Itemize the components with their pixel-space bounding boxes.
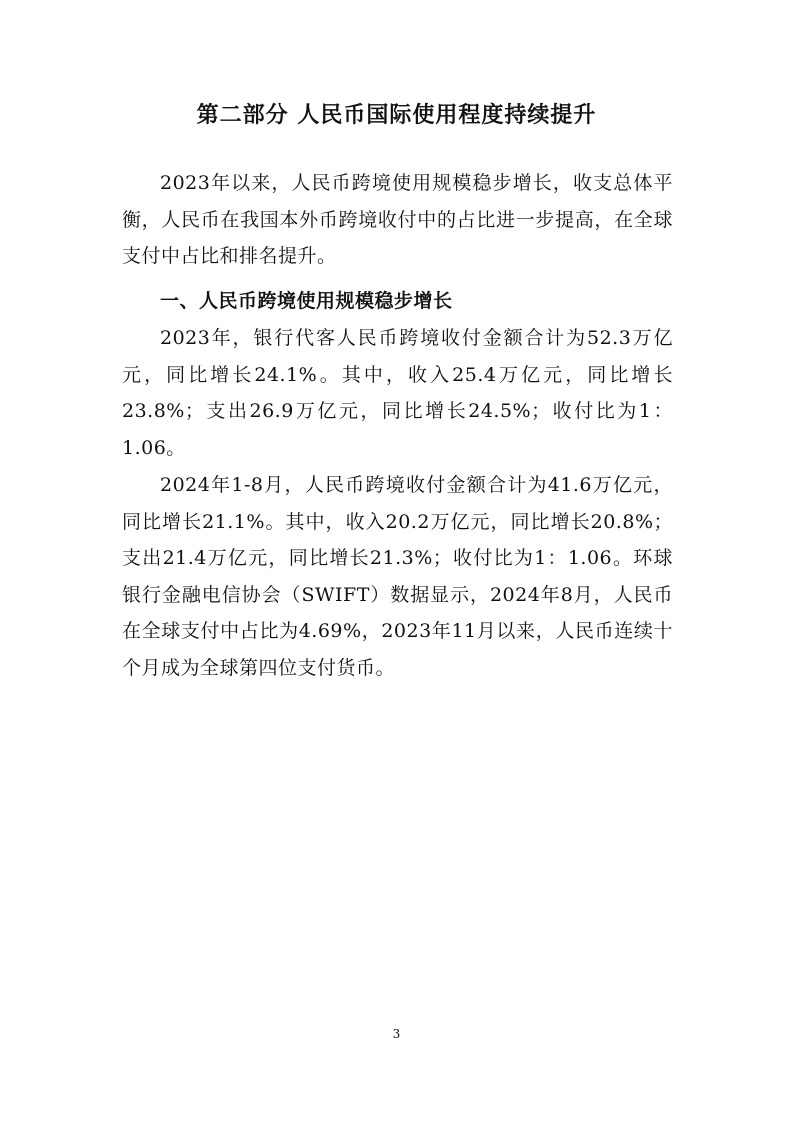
section-heading: 一、人民币跨境使用规模稳步增长 <box>160 290 453 312</box>
paragraph-2024-statistics: 2024年1-8月，人民币跨境收付金额合计为41.6万亿元，同比增长21.1%。其中，收入20.2万亿元，同比增长20.8%；支出21.4万亿元，同比增长21.3%；收付比为1：1.06。环球银行金融电信协会（SWIFT）数据显示，2024年8月，人民币在全球支付中占比为4.69%，2023年11月以来，人民币连续十个月成为全球第四位支付货币。 <box>122 474 673 679</box>
page-number: 3 <box>392 1027 401 1041</box>
intro-paragraph: 2023年以来，人民币跨境使用规模稳步增长，收支总体平衡，人民币在我国本外币跨境收付中的占比进一步提高，在全球支付中占比和排名提升。 <box>122 172 673 267</box>
page-title: 第二部分 人民币国际使用程度持续提升 <box>196 103 597 128</box>
paragraph-2023-statistics: 2023年，银行代客人民币跨境收付金额合计为52.3万亿元，同比增长24.1%。其中，收入25.4万亿元，同比增长23.8%；支出26.9万亿元，同比增长24.5%；收付比为1：1.06。 <box>122 327 673 459</box>
